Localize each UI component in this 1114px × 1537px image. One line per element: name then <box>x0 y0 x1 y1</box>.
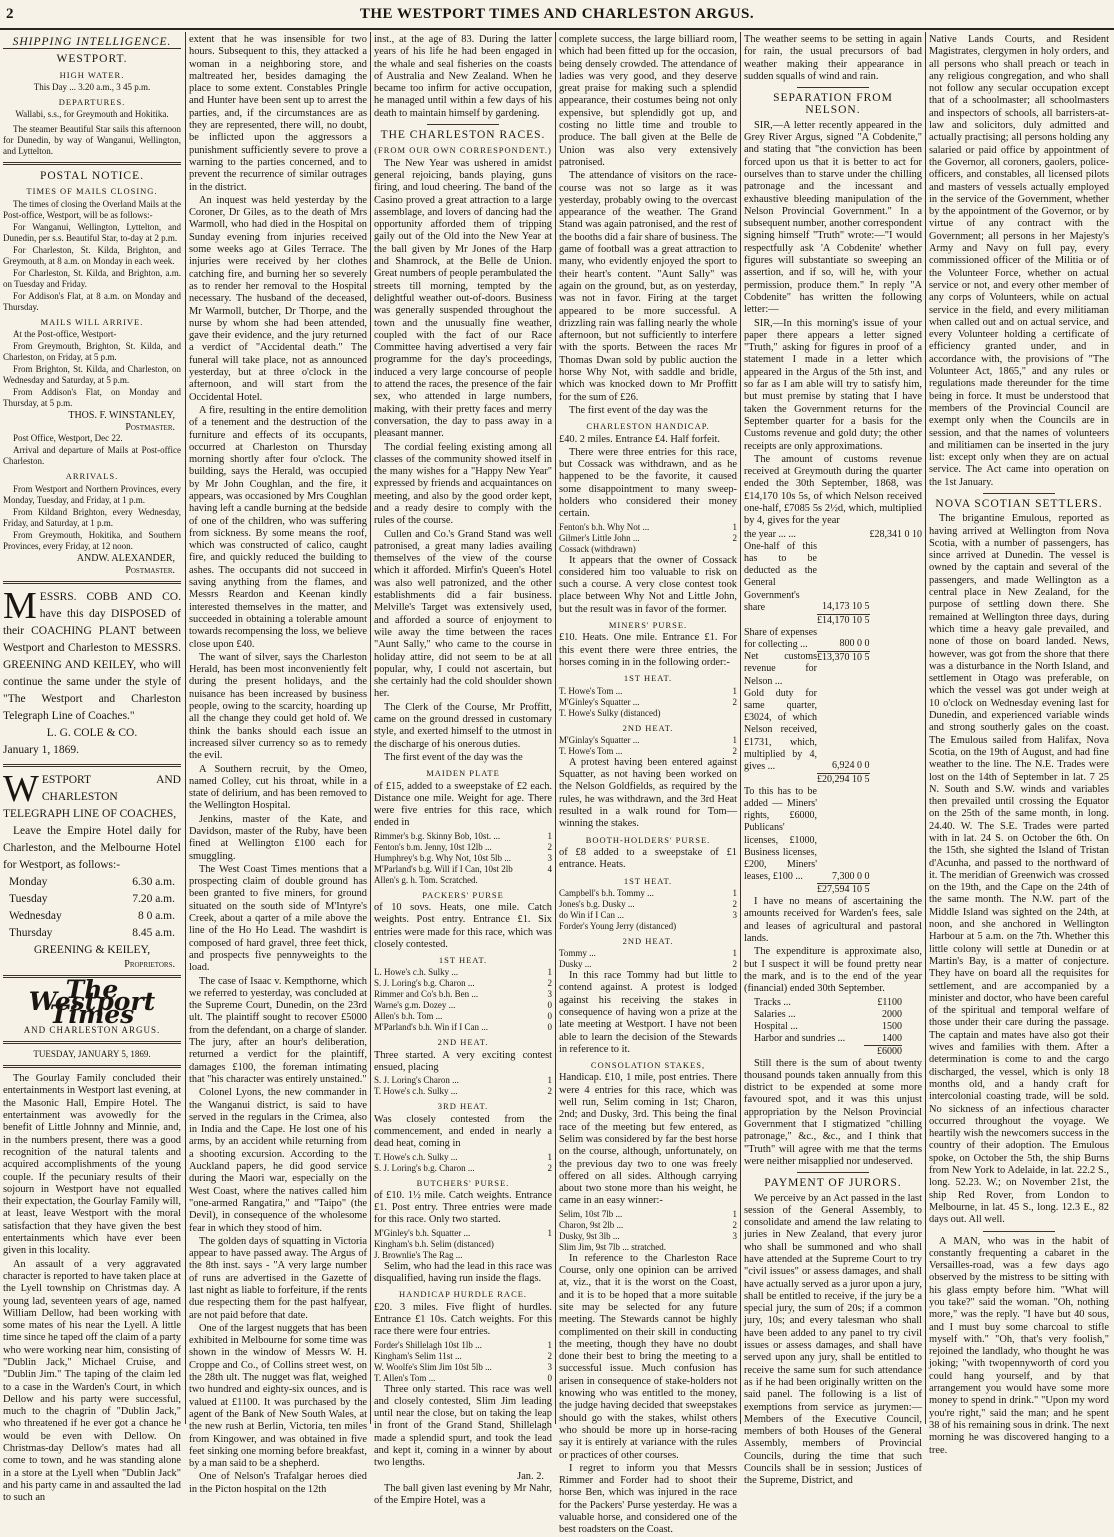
results-list <box>559 1209 737 1253</box>
heat-heading: 1ST HEAT. <box>438 955 488 966</box>
article-paragraph: A Southern recruit, by the Omeo, named Colley, cut his throat, while in a state of delirium, and has been removed to the Wellington Hospital. <box>189 763 367 812</box>
expenditure-list <box>744 997 922 1058</box>
mail-line: From Brighton, St. Kilda, and Charleston, on Wednesday and Saturday, at 5 p.m. <box>3 364 181 386</box>
results-list <box>559 522 737 555</box>
table-row: £20,294 10 5 <box>817 773 870 785</box>
cobb-advertisement <box>3 584 181 759</box>
departures: Wallabi, s.s., for Greymouth and Hokitika. <box>15 109 169 120</box>
article-paragraph: inst., at the age of 83. During the latter years of his life he had been engaged in the whale and seal fisheries on the coasts of Australia and New Zealand. When he became too infirm for active occupation, he managed until within a few days of his death to maintain himself by gardening. <box>374 34 552 119</box>
expenditure-row: Harbor and sundries ... 1400 <box>754 1032 902 1044</box>
article-paragraph: The ball given last evening by Mr Nahr, of the Empire Hotel, was a <box>374 1482 552 1507</box>
arrivals-heading: ARRIVALS. <box>65 471 119 482</box>
article-paragraph: The brigantine Emulous, reported as having arrived at Wellington from Nova Scotia, with a number of passengers, has since arrived at Dunedin. The vessel is owned by the captain and several of the passengers, and made Wellington as a central place in New Zealand, for the purpose of settling down there. She remained at Wellington three days, during which time a heavy gale prevailed, and none of those on board landed. News, however, was got from the shore that there was a disturbance in the North Island, and settlement in Otago was preferable, on which the vessel was got under weigh at 10 o'clock on Wednesday evening last for Dunedin, and experienced variable winds and strong southerly gales on the coast. The Emulous sailed from Halifax, Nova Scotia, on the 19th of August, and had fine weather to the line. The N.E. Trades were lost on the 14th of September in lat. 7 25 N. South and S.W. winds and variables then prevailed until crossing the Equator on the 25th of the same month, in long. 24.40. W. The S.E. Trades were parted with in lat. 24 S. on October the 6th. On the 15th, she sighted the Island of Tristan d'Acunha, and passed to the northward of it. The meridian of Greenwich was crossed on the 19th, and the Cape on the 24th of the same month. The N.W. part of the Middle Island was sighted on the 24th, at noon, and she anchored in Wellington Harbour at 5 a.m. on the 7th. Whether this little colony will settle at Dunedin or at Martin's Bay, is a matter of conjecture. They have on board all the requisites for settlement, and are accompanied by a minister and doctor, who have been careful of the spiritual and temporal welfare of those under their care during the passage. The captain and mates have also got their wives and families with them. After a determination is come to and the cargo discharged, the vessel, which is only 18 months old, and a handy craft for intercolonial coasting trade, will be sold. No sickness of an infectious character occurred throughout the voyage. We heartily wish the newcomers success in the country of their adoption. The Emulous spoke, on October the 5th, the ship Burns from New York to Adelaide, in lat. 22.2 S., long. 52.23. W.; on November 21st, the ship Red Rover, from London to Melbourne, in lat. 45 S., long. 12.3 E., 82 days out. All well. <box>929 513 1109 1226</box>
expenditure-total: £6000 <box>864 1045 902 1058</box>
nova-scotian-heading: NOVA SCOTIAN SETTLERS. <box>935 497 1103 510</box>
separation-heading: SEPARATION FROM NELSON. <box>773 92 893 117</box>
result-row: J. Brownlie's The Rag ... <box>374 1249 463 1260</box>
post-office-date: Post Office, Westport, Dec 22. <box>13 433 123 444</box>
article-paragraph: An assault of a very aggravated character is reported to have taken place at the Lyell township on Christmas day. A young lad, seventeen years of age, named William Dellow, had been working with some mates of his near the Lyell. A little time since he taped off the claim of a party who were working near him, consisting of "Dublin Jack," Michael Cruise, and "Dublin Jim." The taping of the claim led to a case in the Warden's Court, in which Dellow and his party were successful, much to the chagrin of "Dublin Jack," who threatened if he ever got a chance he would be even with Dellow. On Christmas-day Dellow's mates had all come to town, and he was standing alone in a store at the Lyell when "Dublin Jack" and his party came in and assaulted the lad to such an <box>3 1258 181 1504</box>
results-list <box>374 831 552 886</box>
table-row: Net customs revenue for Nelson ... £13,370 10 5 <box>744 651 870 687</box>
article-paragraph: One of Nelson's Trafalgar heroes died in the Picton hospital on the 12th <box>189 1471 367 1495</box>
running-title: THE WESTPORT TIMES AND CHARLESTON ARGUS. <box>359 6 755 22</box>
results-list <box>559 686 737 719</box>
cobb-text: ESSRS. COBB AND CO. have this day DISPOSED of their COACHING PLANT between Westport and Charleston to MESSRS. GREENING AND KEILEY, who will continue the same under the style of "The Westport and Charleston Telegraph Line of Coaches." <box>3 590 181 722</box>
result-row: M'Parland's b.h. Win if I Can ... 0 <box>374 1022 552 1033</box>
column-3 <box>374 34 552 1507</box>
mail-line: For Addison's Flat, at 8 a.m. on Monday and Thursday. <box>3 290 181 312</box>
column-rule <box>185 32 186 1424</box>
article-paragraph: SIR,—In this morning's issue of your paper there appears a letter signed "Truth," asking for figures in proof of a statement I made in a letter which appeared in the Argus of the 5th inst, and so far as I am able will try to satisfy him, but must premise by stating that I have taken the Government returns for the September quarter for a basis for the Customs revenue and gold duty; the other receipts are only approximations. <box>744 317 922 452</box>
race-heading: BUTCHERS' PURSE. <box>416 1177 510 1188</box>
result-row: Forder's Young Jerry (distanced) <box>559 920 677 931</box>
race-heading: CONSOLATION STAKES, <box>590 1060 706 1071</box>
mails-closing-heading: TIMES OF MAILS CLOSING. <box>26 186 158 197</box>
result-row: M'Parland's b.g. Will if I Can, 10st 2lb 4 <box>374 863 552 874</box>
jurors-heading: PAYMENT OF JURORS. <box>764 1177 902 1190</box>
signature: ANDW. ALEXANDER, <box>76 552 175 564</box>
signature-title: Postmaster. <box>125 422 175 434</box>
race-text: It appears that the owner of Cossack considered him too valuable to risk on such a course. A very close contest took place between Why Not and Little John, but the result was in favor of the former. <box>559 554 737 615</box>
mail-line: From Greymouth, Brighton, St. Kilda, and Charleston, on Friday, at 5 p.m. <box>3 341 181 363</box>
mail-line: From Greymouth, Hokitika, and Southern Provinces, every Friday, at 12 noon. <box>3 529 181 551</box>
result-row: Charon, 9st 2lb ... 2 <box>559 1219 737 1230</box>
race-text: £10. Heats. One mile. Entrance £1. For this event there were three entries, the horses coming in in the following order:- <box>559 632 737 668</box>
column-1 <box>3 34 181 1504</box>
mail-line: For Charleston, St. Kilda, Brighton, and Greymouth, at 8 a.m. on Monday in each week. <box>3 244 181 266</box>
race-heading: MINERS' PURSE. <box>608 620 688 631</box>
article-paragraph: The first event of the day was the <box>384 751 523 763</box>
article-paragraph: I have no means of ascertaining the amounts received for Warden's fees, sale and leases of agricultural and pastoral lands. <box>744 896 922 945</box>
race-text: Selim, who had the lead in this race was disqualified, having run inside the flags. <box>374 1260 552 1285</box>
table-row: To this has to be added — Miners' rights, £6000, Publicans' licenses, £1000, Business licenses, £200, Miners' leases, £100 ... 7,300 0 0 <box>744 785 870 883</box>
port-heading: WESTPORT. <box>56 53 128 66</box>
results-list <box>374 967 552 1033</box>
mail-line: At the Post-office, Westport- <box>13 329 117 340</box>
race-text: £20. 3 miles. Five flight of hurdles. Entrance £1 10s. Catch weights. For this race there were four entries. <box>374 1301 552 1338</box>
schedule-row: Monday 6.30 a.m. <box>9 875 175 888</box>
results-list <box>559 888 737 932</box>
article-paragraph: The Gourlay Family concluded their entertainments in Westport last evening, at the Masonic Hall, Empire Hotel. The entertainment was avowedly for the benefit of Little Johnny and Minnie, and, in the numbers present, there was a good recognition of the natural talents and acquired accomplishments of the young couple. If the pecuniary results of their sojourn in Westport have not equalled their expectation, the Gourlay Family will, at least, leave Westport with the moral satisfaction that they have given the best entertainments which have ever been given in this locality. <box>3 1073 181 1257</box>
coach-line-advertisement <box>3 767 181 970</box>
article-paragraph: The weather seems to be setting in again for rain, the usual precursors of bad weather making their appearance in sudden squalls of wind and rain. <box>744 34 922 82</box>
result-row: Fenton's b.m. Jenny, 10st 12lb ... 2 <box>374 841 552 852</box>
article-paragraph: A fire, resulting in the entire demolition of a tenement and the destruction of the furniture and effects of its occupants, occurred at Charleston on Thursday morning shortly after four o'clock. The building, says the Herald, was occupied by Mr John Coughlan, and the fire, it appears, was occasioned by Mrs Coughlan having left a candle burning at the bedside of one of the children, who was suffering from sickness. By some means the roof, which was constructed of calico, caught fire, and quickly reduced the building to ashes. The occupants did not succeed in saving anything from the flames, and Messrs Reardon and Keenan kindly interested themselves in the matter, and succeeded in obtaining a tolerable amount towards recompensing the loss, we believe close upon £40. <box>189 404 367 650</box>
result-row: T. Howe's c.h. Sulky ... 1 <box>374 1151 552 1162</box>
revenue-table <box>744 529 922 897</box>
arrival-note: Arrival and departure of Mails at Post-office Charleston. <box>3 445 181 467</box>
article-paragraph: The amount of customs revenue received at Greymouth during the quarter ended the 30th September, 1868, was £14,170 10s 5s, of which Nelson received one-half, £7085 5s 2½d, which, multiplied by 4, gives for the year <box>744 453 922 527</box>
article-paragraph: The cordial feeling existing among all classes of the community showed itself in the many wishes for a "Happy New Year" expressed by friends and acquaintances on meeting, and also by the good order kept, and a ready desire to comply with the rules of the course. <box>374 441 552 527</box>
result-row: Humphrey's b.g. Why Not, 10st 5lb ... 3 <box>374 852 552 863</box>
table-row: £14,170 10 5 <box>817 614 870 626</box>
result-row: Warne's g.m. Dozey ... 0 <box>374 1000 552 1011</box>
drop-cap: M <box>3 584 37 627</box>
race-text: of £10. 1½ mile. Catch weights. Entrance £1. Post entry. Three entries were made for this race. Only two started. <box>374 1189 552 1226</box>
heat-heading: 1ST HEAT. <box>623 673 673 684</box>
race-text: Handicap. £10, 1 mile, post entries. There were 4 entries for this race, which was well run, Selim coming in 1st; Charon, 2nd; and Dusky, 3rd. This being the final race of the meeting but few entered, as Selim was considered by far the best horse on the course, although, unfortunately, on the previous day two to one was freely offered on all sides. Although carrying about two stone more than his weight, he came in an easy winner:- <box>559 1072 737 1207</box>
results-list <box>559 948 737 970</box>
article-paragraph: SIR,—A letter recently appeared in the Grey River Argus, signed "A Cobdenite," and stating that "the conviction has been forced upon us that it is better to act for ourselves than to starve under the chilling patronage and the incessant and exhaustive bleeding manipulation of the Nelson Provincial Government." In a subsequent number, another correspondent signing himself "Truth" wrote:—"I would respectfully ask 'A Cobdenite' whether figures will substantiate so sweeping an assertion, and if so, will he, with your permission, produce them." In reply "A Cobdenite" has written the following letter:— <box>744 119 922 316</box>
races-heading: THE CHARLESTON RACES. <box>380 129 546 142</box>
race-text: There were three entries for this race, but Cossack was withdrawn, and as he happened to be the favorite, it caused some disappointment to many sweep-holders who considered their money certain. <box>559 446 737 520</box>
result-row: T. Howe's c.h. Sulky ... 2 <box>374 1086 552 1097</box>
coach-line-text: Leave the Empire Hotel daily for Charleston, and the Melbourne Hotel for Westport, as follows:- <box>3 824 181 871</box>
article-paragraph: The first event of the day was the <box>569 404 708 416</box>
result-row: Slim Jim, 9st 7lb ... stratched. <box>559 1241 666 1252</box>
result-row: do Win if I Can ... 3 <box>559 909 737 920</box>
article-paragraph: Still there is the sum of about twenty thousand pounds taken annually from this district to be expended at some more favoured spot, and it was this unjust appropriation by the Nelson Provincial Government that I stigmatized "chilling patronage," &c., &c., and I think that "Truth" will agree with me that the terms were neither misapplied nor undeserved. <box>744 1057 922 1167</box>
result-row: Rimmer's b.g. Skinny Bob, 10st. ... 1 <box>374 830 552 841</box>
result-row: Dusky ... 2 <box>559 959 737 970</box>
result-row: Forder's Shillelagh 10st 1lb ... 1 <box>374 1339 552 1350</box>
column-6 <box>929 34 1109 1456</box>
column-rule <box>370 32 371 1424</box>
result-row: L. Howe's c.h. Sulky ... 1 <box>374 967 552 978</box>
race-heading: BOOTH-HOLDERS' PURSE. <box>585 834 711 845</box>
result-row: M'Ginley's Squatter ... 2 <box>559 696 737 707</box>
result-row: M'Ginley's b.h. Squatter ... 1 <box>374 1227 552 1238</box>
postal-heading: POSTAL NOTICE. <box>39 170 144 183</box>
result-row: Campbell's b.h. Tommy ... 1 <box>559 887 737 898</box>
article-paragraph: The New Year was ushered in amidst general rejoicing, bands playing, guns firing, and loud cheering. The band of the Casino proved a great attraction to a large assemblage, and lovers of dancing had the opportunity afforded them of tripping gaily out of the Old into the New Year at the ball given by Mr Jones of the Harp and Shamrock, at the Belle de Union. Great numbers of people perambulated the streets till morning, tempted by the delightful weather out-of-doors. Business was generally suspended throughout the town and the unusually fine weather, coupled with the fact of our Race Committee having advertised a very fair programme for the day's proceedings, induced a very large concourse of people to attend the races, the presence of the fair sex, who attended in large numbers, making, with their pretty faces and merry conversation, the day to pass away in a pleasant manner. <box>374 157 552 440</box>
result-row: Allen's b.h. Tom ... 0 <box>374 1011 552 1022</box>
mails-arrive-heading: MAILS WILL ARRIVE. <box>40 316 144 327</box>
dateline: TUESDAY, JANUARY 5, 1869. <box>33 1049 151 1060</box>
result-row: Gilmer's Little John ... 2 <box>559 532 737 543</box>
dateline-jan2: Jan. 2. <box>517 1470 544 1482</box>
column-rule <box>925 32 926 1424</box>
schedule-row: Thursday 8.45 a.m. <box>9 926 175 939</box>
departures-heading: DEPARTURES. <box>58 96 126 107</box>
results-list <box>374 1075 552 1097</box>
result-row: Selim, 10st 7lb ... 1 <box>559 1208 737 1219</box>
mail-line: From Addison's Flat, on Monday and Thursday, at 5 p.m. <box>3 387 181 409</box>
article-paragraph: The Clerk of the Course, Mr Proffitt, came on the ground dressed in customary style, and exerted himself to the utmost in the discharge of his onerous duties. <box>374 701 552 750</box>
cobb-signature: L. G. COLE & CO. <box>46 726 138 739</box>
article-paragraph: Colonel Lyons, the new commander in the Wanganui district, is said to have served in the regulars in the Crimea, also in India and the Cape. He lost one of his arms, by an accident while returning from a shooting excursion. According to the Auckland papers, he did good service during the Maori war, especially on the West Coast, where the natives called him "one-armed Rangatira," and "Taipo" (the Devil), in consequence of the wholesome fear in which they stood of him. <box>189 1087 367 1234</box>
expenditure-row: Salaries ... 2000 <box>754 1008 902 1020</box>
mail-line: The times of closing the Overland Mails at the Post-office, Westport, will be as follows:- <box>3 198 181 220</box>
heat-heading: 2ND HEAT. <box>437 1037 489 1048</box>
coach-line-signature: GREENING & KEILEY, <box>33 943 151 956</box>
result-row: S. J. Loring's b.g. Charon ... 2 <box>374 978 552 989</box>
masthead <box>0 0 1114 30</box>
article-paragraph: We perceive by an Act passed in the last session of the General Assembly, to consolidate and amend the law relating to juries in New Zealand, that every juror who shall be summoned and who shall have attended at the Supreme Court to try "civil issues" or assess damages, and shall have actually served as a juror upon a jury, shall be entitled to receive, if the jury be a special jury, the sum of 20s; if a common jury, 10s; and every talesman who shall have been added to any panel to try civil issues or assess damages, and shall have served upon any jury, shall be entitled to receive the same sum for such attendance as if he had been originally written on the said panel. The following is a list of exemptions from service as jurymen:—Members of the Executive Council, members of both Houses of the General Assembly, members of Provincial Councils, during the time that such Councils shall be in session; Justices of the Supreme, District, and <box>744 1192 922 1487</box>
steamer-notice: The steamer Beautiful Star sails this afternoon for Dunedin, by way of Wanganui, Wellington, and Lyttelton. <box>3 124 181 157</box>
race-heading: HANDICAP HURDLE RACE. <box>398 1289 528 1300</box>
table-row: Share of expenses for collecting ... 800 0 0 <box>744 626 870 650</box>
result-row: T. Howe's Tom ... 2 <box>559 745 737 756</box>
masthead-subtitle: AND CHARLESTON ARGUS. <box>23 1024 161 1035</box>
table-row: £27,594 10 5 <box>817 883 870 895</box>
table-row: One-half of this has to be deducted as the General Government's share 14,173 10 5 <box>744 540 870 613</box>
result-row: W. Woolfe's Slim Jim 10st 5lb ... 3 <box>374 1361 552 1372</box>
expenditure-row: Hospital ... 1500 <box>754 1020 902 1032</box>
article-paragraph: The case of Isaac v. Kempthorne, which we referred to yesterday, was concluded at the Supreme Court, Dunedin, on the 23rd ult. The plaintiff sought to recover £5000 from the defendant, on a charge of slander. The jury, after an hour's deliberation, returned a verdict for the plaintiff, damages £100, the foreman intimating that "his character was entirely unstained." <box>189 975 367 1085</box>
article-paragraph: extent that he was insensible for two hours. Subsequent to this, they attacked a woman in a neighboring store, and maltreated her, besides damaging the place to some extent. Constables Pringle and Hunter have been sent up to arrest the parties, and, if the circumstances are as they are represented, there will, no doubt, be inflicted upon the aggressors a punishment sufficiently severe to prove a warning to the parties concerned, and to prevent the recurrence of similar outrages in the district. <box>189 34 367 193</box>
result-row: T. Howe's Sulky (distanced) <box>559 707 661 718</box>
race-text: £40. 2 miles. Entrance £4. Half forfeit. <box>559 433 721 445</box>
result-row: Allen's g. h. Tom. Scratched. <box>374 874 478 885</box>
result-row: Cossack (withdrawn) <box>559 543 636 554</box>
race-text: of 10 sovs. Heats, one mile. Catch weights. Post entry. Entrance £1. Six entries were made for this race, which was closely contested. <box>374 902 552 950</box>
race-text: Was closely contested from the commencement, and ended in nearly a dead heat, coming in <box>374 1113 552 1150</box>
result-row: Kingham's b.h. Selim (distanced) <box>374 1238 494 1249</box>
heat-heading: 3RD HEAT. <box>437 1101 489 1112</box>
expenditure-row: Tracks ... £1100 <box>754 996 902 1008</box>
schedule-row: Wednesday 8 0 a.m. <box>9 909 175 922</box>
race-text: of £15, added to a sweepstake of £2 each. Distance one mile. Weight for age. There were five entries for this race, which ended in <box>374 780 552 829</box>
article-paragraph: In reference to the Charleston Race Course, only one opinion can be arrived at, viz., that it is the worst on the Coast, and it is to be hoped that a more suitable site may be selected for any future meeting. The Stewards cannot be highly complimented on their skill in conducting the meeting, though they have no doubt done their best to bring the meeting to a successful issue. Much confusion has arisen in consequence of stake-holders not knowing who was entitled to the money, the judge having decided that sweepstakes should go with the stakes, whilst others who should be more up in horse-racing say it is entirely at variance with the rules or practices of other courses. <box>559 1252 737 1461</box>
high-water: This Day ... 3.20 a.m., 3 45 p.m. <box>33 81 151 92</box>
coach-line-proprietors: Proprietors. <box>124 958 175 970</box>
table-row: the year ... ... £28,341 0 10 <box>744 528 922 540</box>
article-paragraph: One of the largest nuggets that has been exhibited in Melbourne for some time was shown in the window of Messrs W. H. Croppe and Co., of Collins street west, on the 28th ult. The nugget was flat, weighed two hundred and eighty-six ounces, and is valued at £1100. It was purchased by the agent of the Bank of New South Wales, at the new rush at Berlin, Victoria, ten miles from Kingower, and was obtained in five feet sinking one morning before breakfast, by a man said to be a shepherd. <box>189 1322 367 1470</box>
result-row: S. J. Loring's Charon ... 1 <box>374 1075 552 1086</box>
article-paragraph: The West Coast Times mentions that a prospecting claim of double ground has been granted to five miners, for ground situated on the south side of M'Intyre's Creek, about a qarter of a mile above the line of the Ho Ho Lead. The washdirt is composed of hard gravel, three feet thick, and prospects five pennyweights to the load. <box>189 863 367 974</box>
result-row: S. J. Loring's b.g. Charon ... 2 <box>374 1162 552 1173</box>
column-rule <box>555 32 556 1424</box>
heat-heading: 1ST HEAT. <box>623 875 673 886</box>
coach-line-title: ESTPORT AND CHARLESTON TELEGRAPH LINE OF COACHES, <box>3 773 181 820</box>
article-paragraph: complete success, the large billiard room, which had been fitted up for the occasion, being densely crowded. The attendance of ladies was very good, and they deserve great praise for making such a splendid appearance, their costumes being not only expensive, but splendidly got up, and costing no little time and trouble to produce. The ball given at the Belle de Union was also very extensively patronised. <box>559 34 737 168</box>
column-2 <box>189 34 367 1495</box>
table-row: Gold duty for same quarter, £3024, of which Nelson received, £1731, which, multiplied by 4, gives ... 6,924 0 0 <box>744 687 870 772</box>
signature-title: Postmaster. <box>125 564 175 576</box>
results-list <box>374 1340 552 1384</box>
result-row: Tommy ... 1 <box>559 948 737 959</box>
mail-line: From Kildand Brighton, every Wednesday, Friday, and Saturday, at 1 p.m. <box>3 506 181 528</box>
results-list <box>374 1228 552 1261</box>
page-number: 2 <box>6 6 14 22</box>
article-paragraph: The want of silver, says the Charleston Herald, has been most inconveniently felt during the present holidays, and the nuisance has been increased by business people, owing to the scarcity, hoarding up all the change they could get hold of. We think the banks should each issue an increased silver currency so as to remedy the evil. <box>189 651 367 762</box>
result-row: Dusky, 9st 3lb ... 3 <box>559 1230 737 1241</box>
result-row: M'Ginlay's Squatter ... 1 <box>559 734 737 745</box>
result-row: Fenton's b.h. Why Not ... 1 <box>559 521 737 532</box>
article-paragraph: The attendance of visitors on the race-course was not so large as it was yesterday, probably owing to the overcast appearance of the weather. The Grand Stand was again patronised, and the rest of the booths did a fair share of business. The game of football was a great attraction to many, who evidently enjoyed the sport to their heart's content. "Aunt Sally" was again on the ground, but, as on yesterday, was not in favor. Firing at the target appeared to be more successful. A drizzling rain was falling nearly the whole afternoon, but not sufficiently to interfere with the sports. Between the races Mr Thomas Dwan sold by public auction the horse Why Not, with saddle and bridle, which was knocked down to Mr Proffitt for the sum of £26. <box>559 170 737 403</box>
result-row: Rimmer and Co's b.h. Ben ... 3 <box>374 989 552 1000</box>
result-row: Kingham's Selim 11st ... 2 <box>374 1350 552 1361</box>
race-heading: PACKERS' PURSE <box>422 889 504 900</box>
race-text: of £8 added to a sweepstake of £1 entrance. Heats. <box>559 846 737 871</box>
mail-line: For Wanganui, Wellington, Lyttelton, and Dunedin, per s.s. Beautiful Star, to-day at 2 p.m. <box>3 221 181 243</box>
article-paragraph: A MAN, who was in the habit of constantly frequenting a cabaret in the Versailles-road, was a few days ago observed by the mistress to be sitting with his glass empty before him. "What will you take?" said the woman. "Oh, nothing more," was the reply. "I have but 40 sous, and I must buy some charcoal to stifle myself with." "Oh, that's very foolish," rejoined the landlady, who thought he was joking; "with twopennyworth of cord you could hang yourself, and by that arrangement you would have some more money to spend in drink." "Upon my word you're right," said the man; and he spent 38 of his remaining sous in drink. The next morning he was discovered hanging to a tree. <box>929 1235 1109 1456</box>
article-paragraph: The golden days of squatting in Victoria appear to have passed away. The Argus of the 8th inst. says - "A very large number of runs are advertised in the Gazette of last night as liable to forfeiture, if the rents due respecting them for the past halfyear, are not paid before that date. <box>189 1235 367 1321</box>
newspaper-masthead: The Westport Times <box>28 974 156 1029</box>
result-row: T. Allen's Tom ... 0 <box>374 1372 552 1383</box>
article-paragraph: Cullen and Co.'s Grand Stand was well patronised, a great many ladies availing themselves of the view of the course which it afforded. Mirfin's Queen's Hotel was also well patronized, and the other establishments did a fair business. Melville's Target was extensively used, and afforded a source of enjoyment to wile away the time between the races "Aunt Sally," who came to the course in holiday attire, did not seem to be at all popular, why, I could not ascertain, but she certainly had the cold shoulder shown her. <box>374 528 552 700</box>
race-text: A protest having been entered against Squatter, as not having been worked on the Nelson Goldfields, as required by the rules, he was withdrawn, and the 3rd Heat resulted in a walk round for Tom—winning the stakes. <box>559 756 737 830</box>
heat-heading: 2ND HEAT. <box>622 722 674 733</box>
article-paragraph: I regret to inform you that Messrs Rimmer and Forder had to shoot their horse Ben, which was injured in the race for the Packers' Purse yesterday. He was a valuable horse, and considered one of the best roadsters on the Coast. <box>559 1462 737 1536</box>
result-row: T. Howe's Tom ... 1 <box>559 685 737 696</box>
mail-line: From Westport and Northern Provinces, every Monday, Tuesday, and Friday, at 1 p.m. <box>3 483 181 505</box>
schedule-row: Tuesday 7.20 a.m. <box>9 892 175 905</box>
column-5 <box>744 34 922 1487</box>
high-water-heading: HIGH WATER. <box>59 69 125 80</box>
race-text: Three started. A very exciting contest ensued, placing <box>374 1049 552 1074</box>
column-rule <box>740 32 741 1424</box>
article-paragraph: Jenkins, master of the Kate, and Davidson, master of the Ruby, have been fined at Wellington £100 each for smuggling. <box>189 813 367 862</box>
shipping-heading: SHIPPING INTELLIGENCE. <box>3 36 181 49</box>
signature: THOS. F. WINSTANLEY, <box>68 410 175 422</box>
races-subheading: (FROM OUR OWN CORRESPONDENT.) <box>374 145 552 156</box>
results-list <box>559 735 737 757</box>
race-heading: CHARLESTON HANDICAP. <box>586 421 710 432</box>
column-4 <box>559 34 737 1536</box>
article-paragraph: An inquest was held yesterday by the Coroner, Dr Giles, as to the death of Mrs Warmoll, who had died in the Hospital on Sunday evening from injuries received some weeks ago at Giles Terrace. The injuries were received by her clothes catching fire, and burning her so severely as to render her removal to the Hospital necessary. The husband of the deceased, Mr Warmoll, butcher, Dr Thorpe, and the nurse by whom she had been attended, gave their evidence, and the jury returned a verdict of "Accidental death." The funeral will take place, not as announced yesterday, but at three o'clock in the afternoon, and will start from the Occidental Hotel. <box>189 194 367 403</box>
cobb-date: January 1, 1869. <box>3 743 80 756</box>
article-paragraph: Native Lands Courts, and Resident Magistrates, clergymen in holy orders, and all persons who shall preach or teach in any religious congregation, and who shall not follow any secular occupation except that of a schoolmaster; all schoolmasters and inspectors of schools, all barristers-at-law and solicitors, duly admitted and actually practising; all persons holding any salaried or paid office by appointment of the Governor, all coroners, gaolers, police-officers, and constables, all licensed pilots and masters of vessels actually employed in the service of the Government, whether by the appointment of the Governor, or by virtue of any contract with the Government; all persons in her Majesty's Army and Navy on full pay, every commissioned officer of the Militia or of the Volunteer Force, whether on actual service or not, and every other member of any corps of Volunteers, while on actual service in the field, and every militiaman when called out and on actual service, and every Volunteer holding a certificate of efficiency granted under, and in accordance with, the provisions of "The Volunteer Act, 1865," and any rules or regulations made thereunder for the time being in force. It must be understood that members of the Provincial Council are exempt only when the Councils are in session, and that the names of volunteers and militiamen can be inserted in the jury list: except only when they are on actual service. The Act came into operation on the 1st January. <box>929 34 1109 488</box>
race-text: In this race Tommy had but little to contend against. A protest is lodged against his receiving the stakes in consequence of having won a prize at the late meeting at Westport. I have not been able to learn the decision of the Stewards in reference to it. <box>559 970 737 1055</box>
drop-cap: W <box>3 767 39 810</box>
results-list <box>374 1152 552 1174</box>
heat-heading: 2ND HEAT. <box>622 935 674 946</box>
article-paragraph: The expenditure is approximate also, but I suspect it will be found pretty near the mark, and is to the end of the year (financial) ended 30th September. <box>744 946 922 995</box>
result-row: Jones's b.g. Dusky ... 2 <box>559 898 737 909</box>
mail-line: For Charleston, St. Kilda, and Brighton, a.m. on Tuesday and Friday. <box>3 267 181 289</box>
race-text: Three only started. This race was well and closely contested, Slim Jim leading until near the close, but on taking the leap in front of the Grand Stand, Shillelagh made a splendid spurt, and took the lead and kept it, coming in a winner by about two lengths. <box>374 1383 552 1469</box>
race-heading: MAIDEN PLATE <box>426 768 500 779</box>
